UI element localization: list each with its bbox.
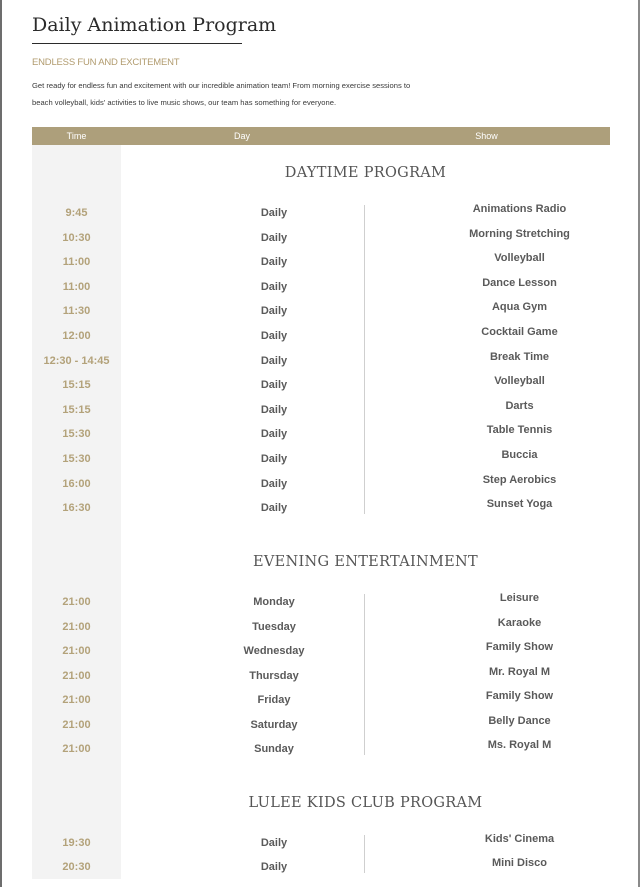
time-cell: 21:00	[62, 645, 91, 657]
time-cell: 15:30	[62, 453, 91, 465]
day-cell: Daily	[260, 280, 288, 293]
table-row	[32, 739, 610, 757]
time-cell: 15:30	[62, 428, 91, 441]
show-cell: Animations Radio	[472, 203, 567, 215]
time-cell: 16:30	[62, 502, 91, 515]
time-cell: 11:30	[62, 305, 91, 318]
show-cell: Family Show	[485, 690, 554, 702]
show-cell: Buccia	[501, 449, 538, 461]
table-row	[32, 228, 610, 246]
header-show: Show	[475, 131, 498, 141]
time-cell: 21:00	[62, 596, 91, 608]
show-cell: Family Show	[485, 641, 554, 653]
show-cell: Break Time	[489, 350, 550, 363]
time-cell: 20:30	[62, 861, 91, 873]
table-row	[32, 203, 610, 221]
table-row	[32, 474, 610, 492]
day-cell: Daily	[260, 354, 288, 367]
day-cell: Daily	[260, 403, 288, 416]
time-cell: 9:45	[65, 207, 88, 219]
table-row	[32, 592, 610, 610]
table-row	[32, 690, 610, 708]
show-cell: Mini Disco	[491, 857, 547, 869]
time-cell: 16:00	[62, 477, 91, 490]
table-row	[32, 666, 610, 684]
time-cell: 11:00	[62, 280, 91, 293]
day-cell: Daily	[260, 207, 288, 219]
day-cell: Daily	[260, 502, 288, 515]
time-cell: 21:00	[62, 694, 91, 706]
time-cell: 21:00	[62, 669, 91, 682]
table-row	[32, 617, 610, 635]
title-underline	[32, 43, 242, 44]
day-cell: Wednesday	[243, 645, 305, 657]
show-cell: Step Aerobics	[482, 473, 557, 486]
day-cell: Daily	[260, 837, 288, 849]
table-row	[32, 277, 610, 295]
time-cell: 21:00	[62, 718, 91, 731]
show-cell: Mr. Royal M	[488, 665, 551, 678]
show-cell: Kids' Cinema	[484, 833, 555, 845]
table-row	[32, 641, 610, 659]
day-cell: Saturday	[250, 718, 298, 731]
intro-paragraph: Get ready for endless fun and excitement with our incredible animation team! From morning exercise sessions to beach volleyball, kids' activities to live music shows, our team has something for everyone.	[32, 81, 411, 107]
table-row	[32, 498, 610, 516]
time-cell: 12:30 - 14:45	[43, 354, 110, 367]
table-row	[32, 715, 610, 733]
show-cell: Belly Dance	[488, 714, 551, 727]
show-cell: Leisure	[499, 592, 540, 604]
show-cell: Aqua Gym	[491, 301, 547, 314]
time-cell: 10:30	[62, 231, 91, 244]
table-row	[32, 351, 610, 369]
table-row	[32, 424, 610, 442]
day-cell: Thursday	[249, 669, 299, 682]
day-cell: Daily	[260, 330, 288, 342]
day-cell: Sunday	[254, 743, 294, 755]
table-row	[32, 449, 610, 467]
section-heading: DAYTIME PROGRAM	[284, 165, 447, 181]
time-cell: 15:15	[62, 379, 91, 392]
section-heading: LULEE KIDS CLUB PROGRAM	[248, 795, 483, 811]
show-cell: Sunset Yoga	[486, 498, 553, 511]
show-cell: Cocktail Game	[481, 326, 558, 338]
table-row	[32, 833, 610, 851]
day-cell: Tuesday	[252, 620, 296, 633]
time-cell: 19:30	[62, 837, 91, 849]
header-time: Time	[66, 131, 87, 141]
table-row	[32, 326, 610, 344]
time-cell: 21:00	[62, 620, 91, 633]
show-cell: Karaoke	[497, 616, 542, 629]
day-cell: Daily	[260, 477, 288, 490]
day-cell: Monday	[253, 596, 295, 608]
table-header	[32, 127, 610, 145]
time-cell: 15:15	[62, 403, 91, 416]
day-cell: Daily	[260, 428, 288, 441]
table-row	[32, 857, 610, 875]
table-row	[32, 375, 610, 393]
day-cell: Friday	[257, 694, 291, 706]
show-cell: Volleyball	[494, 375, 545, 388]
day-cell: Daily	[260, 231, 288, 244]
day-cell: Daily	[260, 861, 288, 873]
show-cell: Volleyball	[494, 252, 545, 265]
day-cell: Daily	[260, 305, 288, 318]
show-cell: Darts	[505, 399, 534, 412]
day-cell: Daily	[260, 453, 288, 465]
table-row	[32, 301, 610, 319]
table-row	[32, 252, 610, 270]
table-row	[32, 400, 610, 418]
time-cell: 21:00	[62, 743, 91, 755]
time-cell: 12:00	[62, 330, 91, 342]
show-cell: Table Tennis	[486, 424, 553, 437]
section-heading: EVENING ENTERTAINMENT	[253, 554, 478, 570]
show-cell: Morning Stretching	[469, 227, 570, 240]
show-cell: Dance Lesson	[482, 276, 557, 289]
header-day: Day	[233, 131, 250, 141]
day-cell: Daily	[260, 379, 288, 392]
show-cell: Ms. Royal M	[487, 739, 552, 751]
page-border-left	[0, 0, 2, 887]
subtitle: ENDLESS FUN AND EXCITEMENT	[32, 57, 180, 68]
day-cell: Daily	[260, 256, 288, 269]
page-title: Daily Animation Program	[32, 14, 277, 36]
time-cell: 11:00	[62, 256, 91, 269]
